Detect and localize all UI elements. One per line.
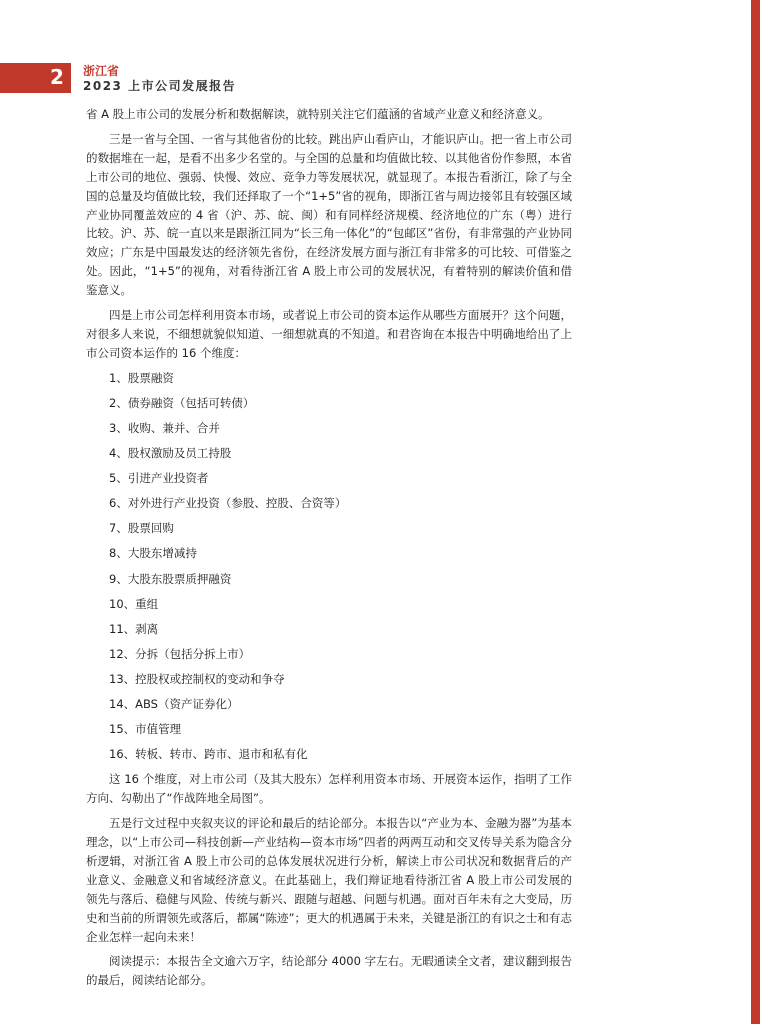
- paragraph-capital-market: 四是上市公司怎样利用资本市场，或者说上市公司的资本运作从哪些方面展开？这个问题，对很多人来说，不细想就貌似知道、一细想就真的不知道。和君咨询在本报告中明确地给出了上市公司资本运作的 16 个维度：: [86, 308, 572, 360]
- list-item: 13、控股权或控制权的变动和争夺: [109, 671, 285, 686]
- list-item: 9、大股东股票质押融资: [109, 571, 232, 586]
- page-number: 2: [50, 65, 64, 89]
- list-item: 2、债券融资（包括可转债）: [109, 395, 255, 410]
- list-item: 3、收购、兼并、合并: [109, 420, 220, 435]
- list-item: 8、大股东增减持: [109, 546, 197, 561]
- list-item: 6、对外进行产业投资（参股、控股、合资等）: [109, 496, 347, 511]
- list-item: 16、转板、转市、跨市、退市和私有化: [109, 747, 308, 762]
- body-text: [86, 105, 572, 996]
- paragraph-dimensions-summary: 这 16 个维度，对上市公司（及其大股东）怎样利用资本市场、开展资本运作，指明了工作方向、勾勒出了“作战阵地全局图”。: [86, 772, 572, 806]
- list-item: 7、股票回购: [109, 521, 174, 536]
- list-item: 11、剥离: [109, 621, 159, 636]
- paragraph-comparison: 三是一省与全国、一省与其他省份的比较。跳出庐山看庐山，才能识庐山。把一省上市公司的数据堆在一起，是看不出多少名堂的。与全国的总量和均值做比较、以其他省份作参照，本省上市公司的地位、强弱、快慢、效应、竞争力等发展状况，就显现了。本报告看浙江，除了与全国的总量及均值做比较，我们还择取了一个“1+5”省的视角，即浙江省与周边接邻且有较强区域产业协同覆盖效应的 4 省（沪、苏、皖、闽）和有同样经济规模、经济地位的广东（粤）进行比较。沪、苏、皖一直以来是跟浙江同为“长三角一体化”的“包邮区”省份，有非常强的产业协同效应；广东是中国最发达的经济领先省份，在经济发展方面与浙江有非常多的可比较、可借鉴之处。因此，“1+5”的视角，对看待浙江省 A 股上市公司的发展状况，有着特别的解读价值和借鉴意义。: [86, 131, 572, 298]
- list-item: 14、ABS（资产证券化）: [109, 697, 239, 711]
- capital-operation-dimensions-list: [86, 369, 572, 764]
- list-item: 5、引进产业投资者: [109, 471, 209, 486]
- paragraph-conclusion: 五是行文过程中夹叙夹议的评论和最后的结论部分。本报告以“产业为本、金融为器”为基本理念，以“上市公司—科技创新—产业结构—资本市场”四者的两两互动和交叉传导关系为隐含分析逻辑，对浙江省 A 股上市公司的总体发展状况进行分析，解读上市公司状况和数据背后的产业意义、金融意义和省域经济意义。在此基础上，我们辩证地看待浙江省 A 股上市公司发展的领先与落后、稳健与风险、传统与新兴、跟随与超越、问题与机遇。面对百年未有之大变局，历史和当前的所谓领先或落后，都属“陈迹”；更大的机遇属于未来，关键是浙江的有识之士和有志企业怎样一起向未来！: [86, 816, 572, 944]
- header-report-title: 2023 上市公司发展报告: [83, 79, 237, 93]
- list-item: 10、重组: [109, 596, 159, 611]
- paragraph-reading-tip: 阅读提示：本报告全文逾六万字，结论部分 4000 字左右。无暇通读全文者，建议翻到报告的最后，阅读结论部分。: [86, 954, 572, 988]
- list-item: 12、分拆（包括分拆上市）: [109, 646, 251, 661]
- header-province: 浙江省: [83, 64, 120, 78]
- right-accent-bar: [751, 0, 760, 1024]
- paragraph-continuation: 省 A 股上市公司的发展分析和数据解读，就特别关注它们蕴涵的省域产业意义和经济意义。: [86, 107, 550, 121]
- list-item: 4、股权激励及员工持股: [109, 446, 232, 461]
- list-item: 15、市值管理: [109, 722, 182, 737]
- list-item: 1、股票融资: [109, 370, 174, 385]
